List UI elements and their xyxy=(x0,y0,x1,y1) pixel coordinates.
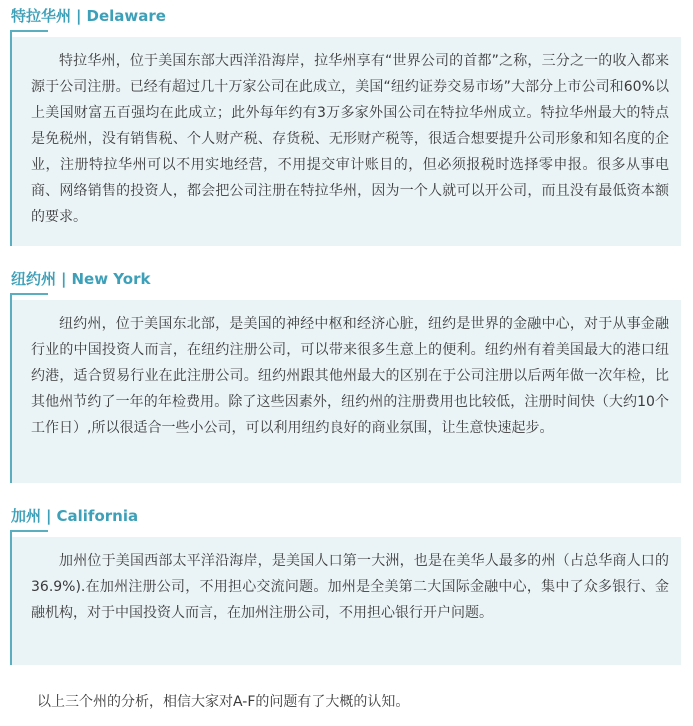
paragraph-new-york: 纽约州，位于美国东北部，是美国的神经中枢和经济心脏，纽约是世界的金融中心，对于从事金融行业的中国投资人而言，在纽约注册公司，可以带来很多生意上的便利。纽约州有着美国最大的港口纽约港，适合贸易行业在此注册公司。纽约州跟其他州最大的区别在于公司注册以后两年做一次年检，比其他州节约了一年的年检费用。除了这些因素外，纽约州的注册费用也比较低，注册时间快（大约10个工作日）,所以很适合一些小公司，可以利用纽约良好的商业氛围，让生意快速起步。 xyxy=(31,316,669,436)
heading-en: New York xyxy=(71,270,151,288)
section-heading-delaware xyxy=(11,5,166,27)
heading-separator: | xyxy=(76,7,82,25)
heading-separator: | xyxy=(46,507,52,525)
heading-cn: 加州 xyxy=(11,507,42,525)
heading-cn: 纽约州 xyxy=(11,270,57,288)
content-box-california xyxy=(10,537,681,665)
heading-separator: | xyxy=(61,270,67,288)
paragraph-california: 加州位于美国西部太平洋沿海岸，是美国人口第一大洲，也是在美华人最多的州（占总华商人口的36.9%).在加州注册公司，不用担心交流问题。加州是全美第二大国际金融中心，集中了众多银行、金融机构，对于中国投资人而言，在加州注册公司，不用担心银行开户问题。 xyxy=(31,553,669,621)
content-box-delaware xyxy=(10,37,681,246)
section-heading-california xyxy=(11,505,138,527)
heading-en: Delaware xyxy=(86,7,166,25)
heading-cn: 特拉华州 xyxy=(11,7,72,25)
section-heading-new-york xyxy=(11,268,150,290)
summary-text: 以上三个州的分析，相信大家对A-F的问题有了大概的认知。 xyxy=(37,694,410,710)
content-box-new-york xyxy=(10,300,681,483)
heading-en: California xyxy=(56,507,139,525)
paragraph-delaware: 特拉华州，位于美国东部大西洋沿海岸，拉华州享有“世界公司的首都”之称，三分之一的收入都来源于公司注册。已经有超过几十万家公司在此成立，美国“纽约证券交易市场”大部分上市公司和60%以上美国财富五百强均在此成立；此外每年约有3万多家外国公司在特拉华州成立。特拉华州最大的特点是免税州，没有销售税、个人财产税、存货税、无形财产税等，很适合想要提升公司形象和知名度的企业，注册特拉华州可以不用实地经营，不用提交审计账目的，但必须报税时选择零申报。很多从事电商、网络销售的投资人，都会把公司注册在特拉华州，因为一个人就可以开公司，而且没有最低资本额的要求。 xyxy=(31,53,669,225)
